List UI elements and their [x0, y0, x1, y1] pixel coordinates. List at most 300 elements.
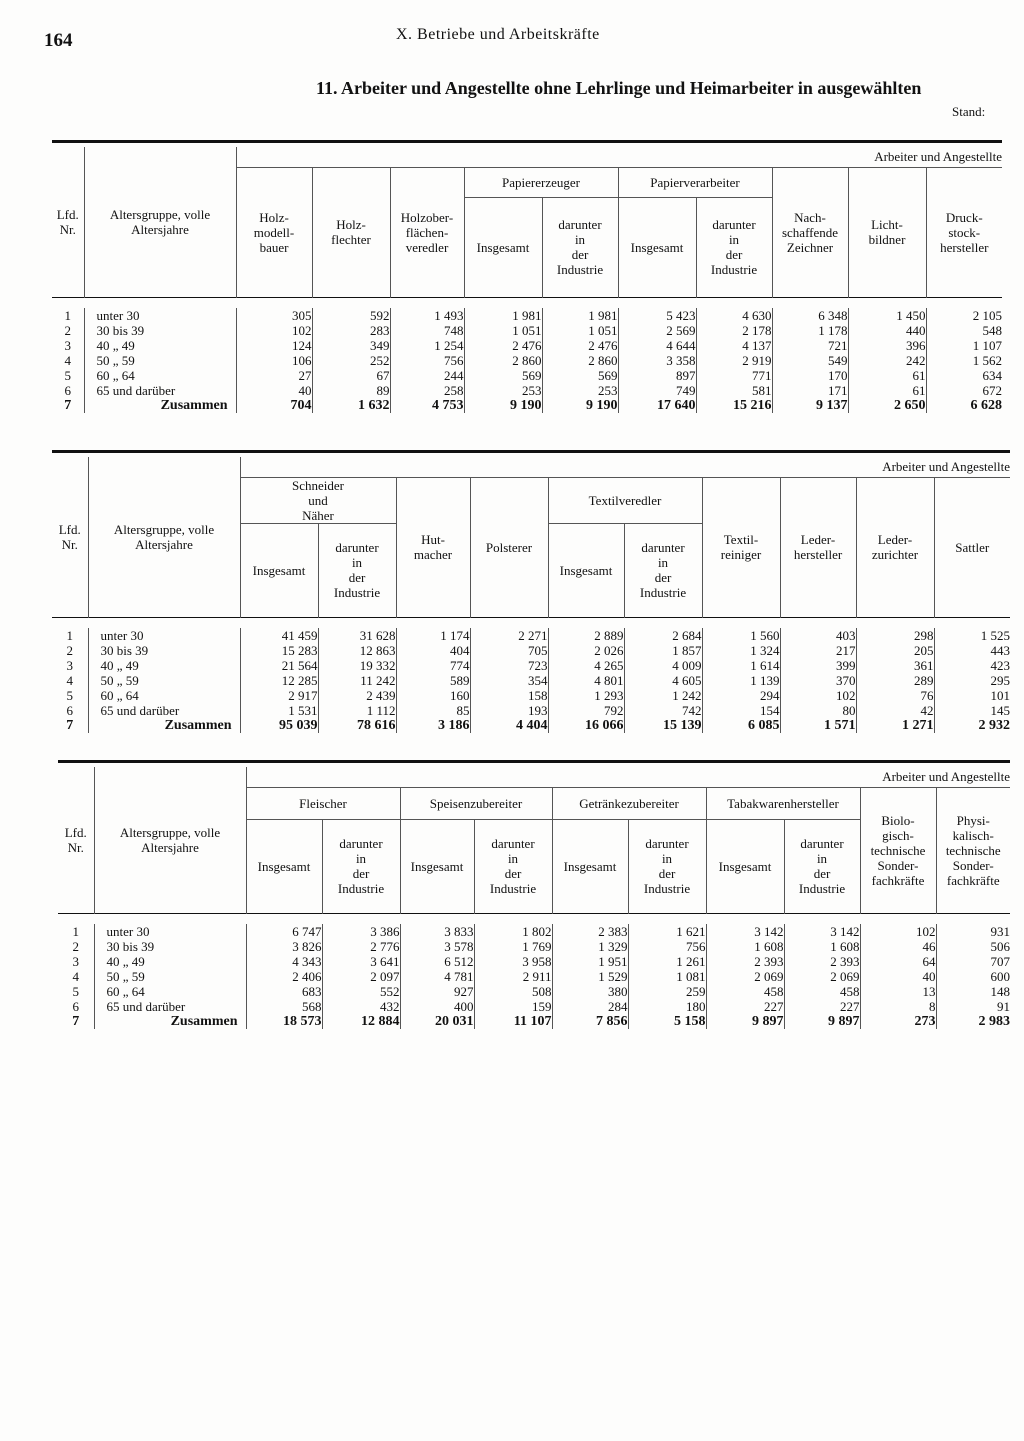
value-cell: 15 216: [696, 398, 772, 413]
value-cell: 3 958: [474, 954, 552, 969]
row-number: 5: [66, 687, 73, 703]
row-number: 6: [72, 998, 79, 1014]
table-row: [58, 939, 1010, 954]
age-group-cell: 65 und darüber: [84, 383, 236, 398]
value-cell: 2 860: [464, 353, 542, 368]
row-number: 3: [66, 657, 73, 673]
value-cell: 2 383: [552, 924, 628, 939]
table-row: [52, 398, 1002, 413]
value-cell: 569: [542, 368, 618, 383]
table-title: 11. Arbeiter und Angestellte ohne Lehrlinge und Heimarbeiter in ausgewählten: [316, 78, 922, 98]
value-cell: 723: [470, 658, 548, 673]
group-papiererzeuger: Papiererzeuger: [464, 167, 618, 197]
col-insgesamt: Insgesamt: [548, 523, 624, 617]
value-cell: 404: [396, 643, 470, 658]
age-group-cell: 30 bis 39: [84, 323, 236, 338]
age-group-cell: 60 „ 64: [84, 368, 236, 383]
table-row: [58, 969, 1010, 984]
table-row: [58, 924, 1010, 939]
value-cell: 4 605: [624, 673, 702, 688]
col-holzmodellbauer: Holz- modell- bauer: [236, 167, 312, 297]
table-row: [52, 688, 1010, 703]
value-cell: 15 283: [240, 643, 318, 658]
value-cell: 1 560: [702, 628, 780, 643]
value-cell: 3 142: [706, 924, 784, 939]
age-group-cell: 60 „ 64: [94, 984, 246, 999]
value-cell: 568: [246, 999, 322, 1014]
value-cell: 67: [312, 368, 390, 383]
value-cell: 458: [784, 984, 860, 999]
value-cell: 11 107: [474, 1014, 552, 1029]
value-cell: 1 529: [552, 969, 628, 984]
age-group-cell: 50 „ 59: [84, 353, 236, 368]
table-row: [52, 338, 1002, 353]
value-cell: 253: [542, 383, 618, 398]
value-cell: 78 616: [318, 718, 396, 733]
value-cell: 18 573: [246, 1014, 322, 1029]
row-number: 4: [66, 672, 73, 688]
table-row: [52, 308, 1002, 323]
row-number: 2: [64, 322, 71, 338]
value-cell: 354: [470, 673, 548, 688]
age-group-header: Altersgruppe, volle Altersjahre: [94, 767, 246, 913]
value-cell: 1 112: [318, 703, 396, 718]
value-cell: 21 564: [240, 658, 318, 673]
row-number: 3: [64, 337, 71, 353]
table-row: [52, 628, 1010, 643]
value-cell: 5 158: [628, 1014, 706, 1029]
value-cell: 749: [618, 383, 696, 398]
group-getraenkezubereiter: Getränkezubereiter: [552, 787, 706, 819]
table-row: [52, 703, 1010, 718]
row-number: 2: [72, 938, 79, 954]
value-cell: 159: [474, 999, 552, 1014]
col-holzoberflaechenveredler: Holzober- flächen- veredler: [390, 167, 464, 297]
value-cell: 2 097: [322, 969, 400, 984]
age-group-cell: 30 bis 39: [88, 643, 240, 658]
table-3: [58, 760, 1010, 1029]
value-cell: 2 026: [548, 643, 624, 658]
value-cell: 771: [696, 368, 772, 383]
value-cell: 1 981: [464, 308, 542, 323]
value-cell: 2 439: [318, 688, 396, 703]
col-darunter-industrie: darunter in der Industrie: [474, 819, 552, 913]
value-cell: 2 406: [246, 969, 322, 984]
table-row: [58, 984, 1010, 999]
value-cell: 193: [470, 703, 548, 718]
value-cell: 2 271: [470, 628, 548, 643]
value-cell: 361: [856, 658, 934, 673]
group-speisenzubereiter: Speisenzubereiter: [400, 787, 552, 819]
value-cell: 705: [470, 643, 548, 658]
table-1: [52, 140, 1002, 413]
page-number: 164: [44, 30, 73, 51]
value-cell: 2 476: [542, 338, 618, 353]
value-cell: 1 608: [784, 939, 860, 954]
value-cell: 217: [780, 643, 856, 658]
value-cell: 506: [936, 939, 1010, 954]
value-cell: 4 644: [618, 338, 696, 353]
value-cell: 4 265: [548, 658, 624, 673]
value-cell: 2 069: [784, 969, 860, 984]
age-group-cell: 65 und darüber: [88, 703, 240, 718]
value-cell: 9 190: [542, 398, 618, 413]
value-cell: 634: [926, 368, 1002, 383]
value-cell: 227: [706, 999, 784, 1014]
row-number: 4: [72, 968, 79, 984]
age-group-cell: unter 30: [94, 924, 246, 939]
value-cell: 1 981: [542, 308, 618, 323]
value-cell: 1 324: [702, 643, 780, 658]
value-cell: 12 285: [240, 673, 318, 688]
value-cell: 2 919: [696, 353, 772, 368]
age-group-cell: unter 30: [88, 628, 240, 643]
value-cell: 298: [856, 628, 934, 643]
col-physikalisch-technische: Physi- kalisch- technische Sonder- fachkräfte: [936, 787, 1010, 913]
value-cell: 273: [860, 1014, 936, 1029]
value-cell: 1 107: [926, 338, 1002, 353]
col-lederhersteller: Leder- hersteller: [780, 477, 856, 617]
value-cell: 4 781: [400, 969, 474, 984]
value-cell: 242: [848, 353, 926, 368]
value-cell: 15 139: [624, 718, 702, 733]
value-cell: 1 174: [396, 628, 470, 643]
age-group-cell: unter 30: [84, 308, 236, 323]
age-group-cell: 40 „ 49: [94, 954, 246, 969]
value-cell: 4 753: [390, 398, 464, 413]
value-cell: 1 621: [628, 924, 706, 939]
value-cell: 9 897: [706, 1014, 784, 1029]
table-row: [52, 368, 1002, 383]
value-cell: 27: [236, 368, 312, 383]
value-cell: 102: [236, 323, 312, 338]
value-cell: 4 137: [696, 338, 772, 353]
value-cell: 294: [702, 688, 780, 703]
value-cell: 399: [780, 658, 856, 673]
value-cell: 12 863: [318, 643, 396, 658]
value-cell: 7 856: [552, 1014, 628, 1029]
value-cell: 443: [934, 643, 1010, 658]
value-cell: 106: [236, 353, 312, 368]
value-cell: 1 254: [390, 338, 464, 353]
age-group-header: Altersgruppe, volle Altersjahre: [88, 457, 240, 617]
table-row: [52, 643, 1010, 658]
stand-label: Stand:: [952, 104, 986, 119]
value-cell: 1 614: [702, 658, 780, 673]
value-cell: 8: [860, 999, 936, 1014]
value-cell: 46: [860, 939, 936, 954]
value-cell: 1 293: [548, 688, 624, 703]
value-cell: 2 983: [936, 1014, 1010, 1029]
age-group-cell: 30 bis 39: [94, 939, 246, 954]
value-cell: 931: [936, 924, 1010, 939]
value-cell: 171: [772, 383, 848, 398]
value-cell: 704: [236, 398, 312, 413]
value-cell: 2 860: [542, 353, 618, 368]
table-1-body: [52, 308, 1002, 413]
value-cell: 1 571: [780, 718, 856, 733]
col-darunter-industrie: darunter in der Industrie: [542, 197, 618, 297]
value-cell: 508: [474, 984, 552, 999]
value-cell: 2 917: [240, 688, 318, 703]
value-cell: 1 450: [848, 308, 926, 323]
value-cell: 1 139: [702, 673, 780, 688]
value-cell: 756: [390, 353, 464, 368]
row-number: 6: [66, 702, 73, 718]
value-cell: 1 857: [624, 643, 702, 658]
value-cell: 742: [624, 703, 702, 718]
value-cell: 2 069: [706, 969, 784, 984]
value-cell: 1 493: [390, 308, 464, 323]
value-cell: 440: [848, 323, 926, 338]
value-cell: 6 747: [246, 924, 322, 939]
value-cell: 295: [934, 673, 1010, 688]
value-cell: 61: [848, 383, 926, 398]
col-insgesamt: Insgesamt: [464, 197, 542, 297]
value-cell: 89: [312, 383, 390, 398]
group-schneider-naeher: Schneider und Näher: [240, 477, 396, 523]
group-textilveredler: Textilveredler: [548, 477, 702, 523]
lfd-nr-header: Lfd. Nr.: [56, 206, 79, 237]
group-papierverarbeiter: Papierverarbeiter: [618, 167, 772, 197]
value-cell: 19 332: [318, 658, 396, 673]
value-cell: 927: [400, 984, 474, 999]
value-cell: 2 650: [848, 398, 926, 413]
value-cell: 244: [390, 368, 464, 383]
col-insgesamt: Insgesamt: [246, 819, 322, 913]
col-lederzurichter: Leder- zurichter: [856, 477, 934, 617]
age-group-cell: Zusammen: [94, 1014, 246, 1029]
row-number: 7: [64, 397, 72, 413]
row-number: 4: [64, 352, 71, 368]
value-cell: 707: [936, 954, 1010, 969]
value-cell: 1 769: [474, 939, 552, 954]
value-cell: 774: [396, 658, 470, 673]
value-cell: 2 476: [464, 338, 542, 353]
value-cell: 2 932: [934, 718, 1010, 733]
value-cell: 11 242: [318, 673, 396, 688]
value-cell: 1 329: [552, 939, 628, 954]
table-2-body: [52, 628, 1010, 733]
lfd-nr-header: Lfd. Nr.: [64, 824, 87, 855]
value-cell: 5 423: [618, 308, 696, 323]
group-header: Arbeiter und Angestellte: [240, 457, 1010, 477]
col-biologisch-technische: Biolo- gisch- technische Sonder- fachkräfte: [860, 787, 936, 913]
value-cell: 672: [926, 383, 1002, 398]
value-cell: 40: [236, 383, 312, 398]
value-cell: 349: [312, 338, 390, 353]
value-cell: 592: [312, 308, 390, 323]
value-cell: 227: [784, 999, 860, 1014]
value-cell: 2 178: [696, 323, 772, 338]
value-cell: 423: [934, 658, 1010, 673]
value-cell: 549: [772, 353, 848, 368]
col-insgesamt: Insgesamt: [240, 523, 318, 617]
value-cell: 102: [860, 924, 936, 939]
value-cell: 3 826: [246, 939, 322, 954]
col-lichtbildner: Licht- bildner: [848, 167, 926, 297]
table-row: [58, 1014, 1010, 1029]
value-cell: 101: [934, 688, 1010, 703]
value-cell: 683: [246, 984, 322, 999]
col-polsterer: Polsterer: [470, 477, 548, 617]
value-cell: 4 404: [470, 718, 548, 733]
group-tabakwarenhersteller: Tabakwarenhersteller: [706, 787, 860, 819]
value-cell: 2 911: [474, 969, 552, 984]
value-cell: 1 051: [464, 323, 542, 338]
row-number: 1: [66, 627, 73, 643]
age-group-cell: 50 „ 59: [88, 673, 240, 688]
value-cell: 1 271: [856, 718, 934, 733]
value-cell: 400: [400, 999, 474, 1014]
value-cell: 2 393: [784, 954, 860, 969]
value-cell: 589: [396, 673, 470, 688]
value-cell: 9 190: [464, 398, 542, 413]
col-hutmacher: Hut- macher: [396, 477, 470, 617]
age-group-cell: 50 „ 59: [94, 969, 246, 984]
value-cell: 145: [934, 703, 1010, 718]
col-holzflechter: Holz- flechter: [312, 167, 390, 297]
value-cell: 2 776: [322, 939, 400, 954]
value-cell: 258: [390, 383, 464, 398]
value-cell: 180: [628, 999, 706, 1014]
age-group-header: Altersgruppe, volle Altersjahre: [84, 147, 236, 297]
value-cell: 1 525: [934, 628, 1010, 643]
value-cell: 64: [860, 954, 936, 969]
col-sattler: Sattler: [934, 477, 1010, 617]
value-cell: 9 137: [772, 398, 848, 413]
age-group-cell: Zusammen: [88, 718, 240, 733]
col-druckstockhersteller: Druck- stock- hersteller: [926, 167, 1002, 297]
value-cell: 12 884: [322, 1014, 400, 1029]
row-number: 2: [66, 642, 73, 658]
value-cell: 3 358: [618, 353, 696, 368]
value-cell: 1 951: [552, 954, 628, 969]
age-group-cell: 65 und darüber: [94, 999, 246, 1014]
table-row: [52, 718, 1010, 733]
col-nachschaffende-zeichner: Nach- schaffende Zeichner: [772, 167, 848, 297]
col-darunter-industrie: darunter in der Industrie: [322, 819, 400, 913]
value-cell: 17 640: [618, 398, 696, 413]
value-cell: 252: [312, 353, 390, 368]
value-cell: 91: [936, 999, 1010, 1014]
value-cell: 2 684: [624, 628, 702, 643]
row-number: 5: [64, 367, 71, 383]
value-cell: 61: [848, 368, 926, 383]
value-cell: 31 628: [318, 628, 396, 643]
value-cell: 1 608: [706, 939, 784, 954]
value-cell: 6 348: [772, 308, 848, 323]
row-number: 5: [72, 983, 79, 999]
value-cell: 380: [552, 984, 628, 999]
value-cell: 102: [780, 688, 856, 703]
value-cell: 552: [322, 984, 400, 999]
value-cell: 1 802: [474, 924, 552, 939]
table-row: [52, 673, 1010, 688]
value-cell: 403: [780, 628, 856, 643]
table-2: [52, 450, 1010, 733]
table-row: [52, 383, 1002, 398]
table-row: [58, 999, 1010, 1014]
col-darunter-industrie: darunter in der Industrie: [696, 197, 772, 297]
value-cell: 289: [856, 673, 934, 688]
col-darunter-industrie: darunter in der Industrie: [318, 523, 396, 617]
value-cell: 3 386: [322, 924, 400, 939]
value-cell: 9 897: [784, 1014, 860, 1029]
value-cell: 1 081: [628, 969, 706, 984]
value-cell: 76: [856, 688, 934, 703]
value-cell: 1 261: [628, 954, 706, 969]
value-cell: 85: [396, 703, 470, 718]
value-cell: 370: [780, 673, 856, 688]
value-cell: 6 628: [926, 398, 1002, 413]
value-cell: 20 031: [400, 1014, 474, 1029]
row-number: 1: [64, 307, 71, 323]
value-cell: 13: [860, 984, 936, 999]
table-row: [52, 658, 1010, 673]
group-header: Arbeiter und Angestellte: [236, 147, 1002, 167]
value-cell: 283: [312, 323, 390, 338]
value-cell: 259: [628, 984, 706, 999]
col-darunter-industrie: darunter in der Industrie: [628, 819, 706, 913]
value-cell: 3 833: [400, 924, 474, 939]
value-cell: 6 085: [702, 718, 780, 733]
value-cell: 1 051: [542, 323, 618, 338]
value-cell: 3 142: [784, 924, 860, 939]
value-cell: 548: [926, 323, 1002, 338]
col-darunter-industrie: darunter in der Industrie: [784, 819, 860, 913]
row-number: 7: [72, 1013, 80, 1029]
value-cell: 4 630: [696, 308, 772, 323]
value-cell: 897: [618, 368, 696, 383]
value-cell: 756: [628, 939, 706, 954]
value-cell: 40: [860, 969, 936, 984]
col-insgesamt: Insgesamt: [552, 819, 628, 913]
value-cell: 3 186: [396, 718, 470, 733]
value-cell: 721: [772, 338, 848, 353]
table-3-body: [58, 924, 1010, 1029]
col-insgesamt: Insgesamt: [618, 197, 696, 297]
col-insgesamt: Insgesamt: [400, 819, 474, 913]
row-number: 1: [72, 923, 79, 939]
age-group-cell: 40 „ 49: [88, 658, 240, 673]
col-darunter-industrie: darunter in der Industrie: [624, 523, 702, 617]
value-cell: 1 178: [772, 323, 848, 338]
value-cell: 42: [856, 703, 934, 718]
value-cell: 284: [552, 999, 628, 1014]
value-cell: 1 632: [312, 398, 390, 413]
value-cell: 305: [236, 308, 312, 323]
value-cell: 205: [856, 643, 934, 658]
value-cell: 41 459: [240, 628, 318, 643]
table-row: [58, 954, 1010, 969]
value-cell: 2 105: [926, 308, 1002, 323]
value-cell: 600: [936, 969, 1010, 984]
col-textilreiniger: Textil- reiniger: [702, 477, 780, 617]
value-cell: 2 889: [548, 628, 624, 643]
lfd-nr-header: Lfd. Nr.: [58, 521, 81, 552]
value-cell: 1 562: [926, 353, 1002, 368]
value-cell: 170: [772, 368, 848, 383]
value-cell: 396: [848, 338, 926, 353]
group-fleischer: Fleischer: [246, 787, 400, 819]
age-group-cell: 40 „ 49: [84, 338, 236, 353]
row-number: 3: [72, 953, 79, 969]
value-cell: 569: [464, 368, 542, 383]
value-cell: 95 039: [240, 718, 318, 733]
value-cell: 80: [780, 703, 856, 718]
table-row: [52, 353, 1002, 368]
